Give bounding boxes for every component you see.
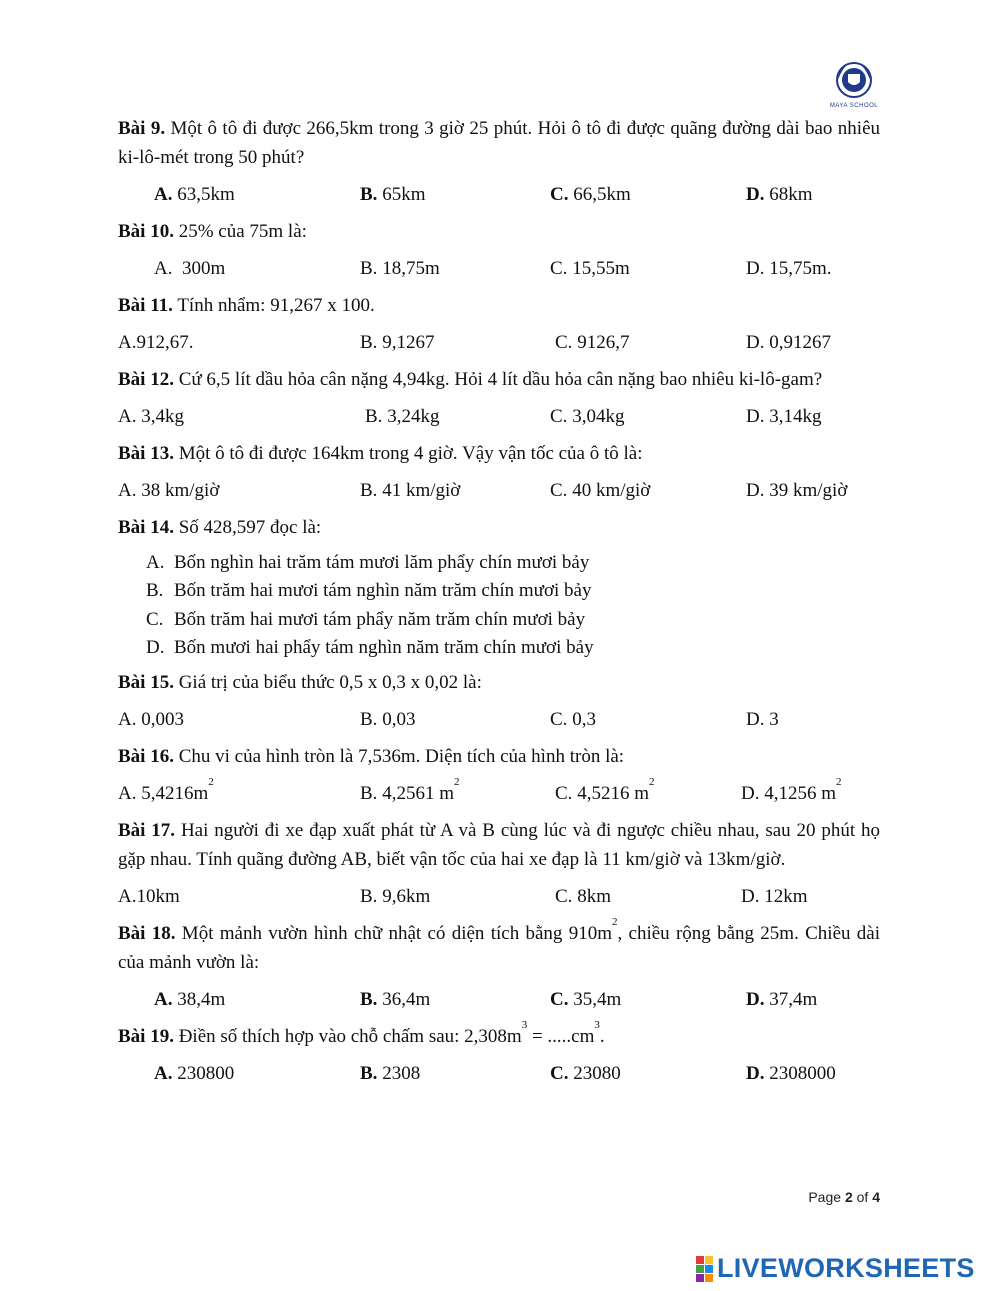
school-crest-icon xyxy=(834,60,874,100)
answer-option-d[interactable] xyxy=(746,328,831,357)
superscript: 2 xyxy=(453,776,460,788)
question-q17 xyxy=(118,816,880,911)
question-body: , chiều rộng bằng 25m. Chiều dài của mảnh vườn là: xyxy=(118,923,881,973)
question-body: Một ô tô đi được 266,5km trong 3 giờ 25 phút. Hỏi ô tô đi được quãng đường dài bao nhiêu ki-lô-mét trong 50 phút? xyxy=(118,118,881,168)
answer-row xyxy=(118,705,880,734)
answer-option-d[interactable] xyxy=(741,882,808,911)
option-label: D. xyxy=(746,480,765,501)
answer-option-c[interactable] xyxy=(550,705,596,734)
option-label: B. xyxy=(360,258,378,279)
question-title: Bài 13. xyxy=(118,443,174,464)
answer-option-b[interactable] xyxy=(146,577,880,606)
answer-option-c[interactable] xyxy=(550,402,624,431)
option-text: 9126,7 xyxy=(572,332,630,353)
question-body: Tính nhẩm: 91,267 x 100. xyxy=(177,295,375,316)
answer-option-a[interactable] xyxy=(146,548,880,577)
option-text: 4,1256 m xyxy=(759,783,837,804)
option-label: C. xyxy=(146,608,164,630)
answer-option-c[interactable] xyxy=(555,882,611,911)
option-text: 68km xyxy=(764,184,813,205)
answer-option-d[interactable] xyxy=(146,634,880,663)
option-text: 40 km/giờ xyxy=(567,480,651,501)
option-text: 37,4m xyxy=(764,989,818,1010)
answer-option-b[interactable] xyxy=(360,882,430,911)
option-text: 0,91267 xyxy=(764,332,831,353)
answer-option-d[interactable] xyxy=(746,402,821,431)
option-label: A. xyxy=(154,258,173,279)
page-number xyxy=(808,1189,880,1205)
question-q14 xyxy=(118,513,880,662)
question-text xyxy=(118,916,881,977)
school-logo xyxy=(826,60,882,114)
superscript: 3 xyxy=(594,1019,600,1031)
option-label: B. xyxy=(360,332,378,353)
answer-option-b[interactable] xyxy=(360,476,460,505)
question-title: Bài 14. xyxy=(118,517,174,538)
question-body: 25% của 75m là: xyxy=(178,221,307,242)
question-title: Bài 12. xyxy=(118,369,174,390)
question-body: = .....cm xyxy=(527,1026,595,1047)
liveworksheets-brand xyxy=(696,1253,975,1284)
option-label: C. xyxy=(550,1063,569,1084)
answer-option-b[interactable] xyxy=(360,705,415,734)
answer-option-a[interactable] xyxy=(118,705,184,734)
answer-option-c[interactable] xyxy=(555,776,655,808)
brand-color-tile xyxy=(705,1274,713,1282)
question-q16 xyxy=(118,742,880,808)
question-q12 xyxy=(118,365,880,431)
brand-color-tile xyxy=(705,1256,713,1264)
answer-list xyxy=(118,548,880,662)
question-q19 xyxy=(118,1019,880,1088)
brand-color-tile xyxy=(696,1274,704,1282)
answer-row xyxy=(118,254,880,283)
question-body: Giá trị của biểu thức 0,5 x 0,3 x 0,02 là: xyxy=(178,672,482,693)
page-prefix: Page xyxy=(808,1189,845,1205)
answer-option-c[interactable] xyxy=(555,328,629,357)
answer-option-a[interactable] xyxy=(154,254,225,283)
question-q10 xyxy=(118,217,880,283)
option-label: D. xyxy=(146,637,165,659)
answer-option-b[interactable] xyxy=(360,1059,420,1088)
option-label: D. xyxy=(746,406,765,427)
answer-option-d[interactable] xyxy=(746,705,779,734)
option-label: B. xyxy=(146,580,164,602)
answer-option-a[interactable] xyxy=(118,776,214,808)
option-text: 0,3 xyxy=(567,709,596,730)
answer-option-a[interactable] xyxy=(154,1059,234,1088)
answer-row xyxy=(118,985,880,1014)
option-text: 0,03 xyxy=(377,709,416,730)
option-label: C. xyxy=(550,258,568,279)
answer-option-a[interactable] xyxy=(118,882,180,911)
worksheet-content xyxy=(118,114,880,1088)
brand-color-tile xyxy=(696,1256,704,1264)
answer-option-a[interactable] xyxy=(154,985,225,1014)
option-text: Bốn trăm hai mươi tám phẩy năm trăm chín mươi bảy xyxy=(174,608,586,630)
option-label: B. xyxy=(360,886,378,907)
option-text: 2308000 xyxy=(764,1063,836,1084)
option-label: B. xyxy=(365,406,383,427)
question-text xyxy=(118,816,880,874)
question-text xyxy=(118,668,880,697)
option-text: 63,5km xyxy=(172,184,235,205)
option-label: D. xyxy=(741,886,760,907)
option-text: 35,4m xyxy=(568,989,622,1010)
option-text: 9,6km xyxy=(377,886,431,907)
option-label: A. xyxy=(118,406,137,427)
option-label: A. xyxy=(118,480,137,501)
option-label: A. xyxy=(154,1063,173,1084)
option-label: C. xyxy=(550,989,569,1010)
answer-option-b[interactable] xyxy=(360,328,434,357)
option-label: A. xyxy=(118,783,137,804)
option-label: C. xyxy=(555,886,573,907)
option-label: D. xyxy=(746,709,765,730)
question-title: Bài 17. xyxy=(118,820,176,841)
option-text: Bốn mươi hai phẩy tám nghìn năm trăm chín mươi bảy xyxy=(174,637,594,659)
option-text: 2308 xyxy=(377,1063,421,1084)
superscript: 2 xyxy=(208,776,214,788)
question-body: Chu vi của hình tròn là 7,536m. Diện tích của hình tròn là: xyxy=(178,746,625,767)
brand-text: LIVEWORKSHEETS xyxy=(717,1253,975,1283)
answer-row xyxy=(118,776,880,808)
option-label: C. xyxy=(555,332,573,353)
brand-color-tile xyxy=(705,1265,713,1273)
option-label: D. xyxy=(741,783,760,804)
option-text: 912,67. xyxy=(136,332,194,353)
question-title: Bài 11. xyxy=(118,295,173,316)
superscript: 2 xyxy=(612,916,618,928)
option-label: A. xyxy=(146,551,165,573)
answer-row xyxy=(118,328,880,357)
option-label: C. xyxy=(550,709,568,730)
question-q18 xyxy=(118,916,881,1014)
liveworksheets-logo-icon xyxy=(696,1256,713,1282)
option-text: 23080 xyxy=(568,1063,621,1084)
question-text xyxy=(118,513,880,542)
superscript: 2 xyxy=(648,776,655,788)
option-label: B. xyxy=(360,480,378,501)
option-text: 65km xyxy=(377,184,426,205)
question-q13 xyxy=(118,439,880,505)
brand-color-tile xyxy=(696,1265,704,1273)
answer-option-c[interactable] xyxy=(146,605,880,634)
question-q15 xyxy=(118,668,880,734)
answer-row xyxy=(118,882,880,911)
answer-option-d[interactable] xyxy=(746,476,847,505)
option-label: A. xyxy=(118,886,137,907)
superscript: 3 xyxy=(521,1019,528,1031)
option-text: 9,1267 xyxy=(377,332,435,353)
question-text xyxy=(118,114,880,172)
page-current: 2 xyxy=(844,1189,853,1205)
option-label: D. xyxy=(746,184,765,205)
option-text: 5,4216m xyxy=(136,783,209,804)
option-text: Bốn trăm hai mươi tám nghìn năm trăm chín mươi bảy xyxy=(174,580,592,602)
answer-option-d[interactable] xyxy=(746,985,817,1014)
option-label: D. xyxy=(746,1063,765,1084)
question-text xyxy=(118,742,880,771)
option-text: 300m xyxy=(172,258,226,279)
option-text: 12km xyxy=(759,886,808,907)
option-label: C. xyxy=(550,406,568,427)
option-label: B. xyxy=(360,1063,378,1084)
answer-option-b[interactable] xyxy=(365,402,439,431)
question-body: . xyxy=(599,1026,605,1047)
option-text: 8km xyxy=(572,886,611,907)
question-body: Một mảnh vườn hình chữ nhật có diện tích bằng 910m xyxy=(181,923,612,944)
option-text: 3,04kg xyxy=(567,406,625,427)
answer-option-c[interactable] xyxy=(550,254,630,283)
answer-option-d[interactable] xyxy=(746,180,813,209)
question-title: Bài 16. xyxy=(118,746,174,767)
answer-option-b[interactable] xyxy=(360,254,440,283)
option-label: B. xyxy=(360,709,378,730)
answer-option-a[interactable] xyxy=(118,402,184,431)
question-body: Cứ 6,5 lít dầu hỏa cân nặng 4,94kg. Hỏi 4 lít dầu hỏa cân nặng bao nhiêu ki-lô-gam? xyxy=(178,369,823,390)
question-q11 xyxy=(118,291,880,357)
option-text: 38 km/giờ xyxy=(136,480,220,501)
question-body: Điền số thích hợp vào chỗ chấm sau: 2,308m xyxy=(178,1026,522,1047)
option-label: A. xyxy=(118,709,137,730)
answer-option-b[interactable] xyxy=(360,776,460,808)
option-text: 41 km/giờ xyxy=(377,480,461,501)
option-text: 18,75m xyxy=(377,258,440,279)
question-text xyxy=(118,1019,880,1051)
answer-option-c[interactable] xyxy=(550,180,631,209)
answer-row xyxy=(118,476,880,505)
answer-option-d[interactable] xyxy=(741,776,842,808)
question-text xyxy=(118,291,880,320)
option-text: 3,24kg xyxy=(382,406,440,427)
answer-option-b[interactable] xyxy=(360,985,430,1014)
question-title: Bài 18. xyxy=(118,923,176,944)
option-label: D. xyxy=(746,989,765,1010)
question-title: Bài 19. xyxy=(118,1026,174,1047)
option-text: 10km xyxy=(136,886,180,907)
option-label: C. xyxy=(555,783,573,804)
option-text: 38,4m xyxy=(172,989,226,1010)
answer-option-d[interactable] xyxy=(746,1059,836,1088)
school-logo-caption: MAYA SCHOOL xyxy=(829,103,879,109)
option-label: C. xyxy=(550,184,569,205)
option-label: A. xyxy=(154,989,173,1010)
question-q9 xyxy=(118,114,880,209)
option-label: B. xyxy=(360,184,378,205)
option-text: 36,4m xyxy=(377,989,431,1010)
option-label: A. xyxy=(118,332,137,353)
question-body: Một ô tô đi được 164km trong 4 giờ. Vậy vận tốc của ô tô là: xyxy=(178,443,643,464)
option-text: 15,75m. xyxy=(764,258,832,279)
page-total: 4 xyxy=(872,1189,880,1205)
superscript: 2 xyxy=(836,776,842,788)
question-body: Số 428,597 đọc là: xyxy=(178,517,322,538)
option-text: 39 km/giờ xyxy=(764,480,848,501)
question-title: Bài 9. xyxy=(118,118,166,139)
question-title: Bài 15. xyxy=(118,672,174,693)
answer-option-a[interactable] xyxy=(118,328,193,357)
option-text: Bốn nghìn hai trăm tám mươi lăm phẩy chín mươi bảy xyxy=(174,551,590,573)
option-label: B. xyxy=(360,989,378,1010)
answer-option-a[interactable] xyxy=(154,180,235,209)
option-text: 4,2561 m xyxy=(377,783,454,804)
option-label: D. xyxy=(746,332,765,353)
option-text: 15,55m xyxy=(567,258,630,279)
question-body: Hai người đi xe đạp xuất phát từ A và B cùng lúc và đi ngược chiều nhau, sau 20 phút họ gặp nhau. Tính quãng đường AB, biết vận tốc của hai xe đạp là 11 km/giờ và 13km/giờ. xyxy=(118,820,881,870)
page-of: of xyxy=(852,1189,873,1205)
option-label: C. xyxy=(550,480,568,501)
option-text: 3,14kg xyxy=(764,406,822,427)
answer-row xyxy=(118,1059,880,1088)
option-text: 0,003 xyxy=(136,709,184,730)
option-text: 4,5216 m xyxy=(572,783,649,804)
answer-option-c[interactable] xyxy=(550,1059,621,1088)
answer-option-c[interactable] xyxy=(550,476,650,505)
question-text xyxy=(118,439,880,468)
answer-option-a[interactable] xyxy=(118,476,219,505)
option-text: 230800 xyxy=(172,1063,235,1084)
answer-option-c[interactable] xyxy=(550,985,621,1014)
option-text: 66,5km xyxy=(568,184,631,205)
option-text: 3,4kg xyxy=(136,406,184,427)
option-text: 3 xyxy=(764,709,779,730)
answer-row xyxy=(118,402,880,431)
question-text xyxy=(118,217,880,246)
question-text xyxy=(118,365,880,394)
option-label: A. xyxy=(154,184,173,205)
option-label: B. xyxy=(360,783,378,804)
option-label: D. xyxy=(746,258,765,279)
question-title: Bài 10. xyxy=(118,221,174,242)
answer-option-b[interactable] xyxy=(360,180,425,209)
answer-option-d[interactable] xyxy=(746,254,832,283)
answer-row xyxy=(118,180,880,209)
